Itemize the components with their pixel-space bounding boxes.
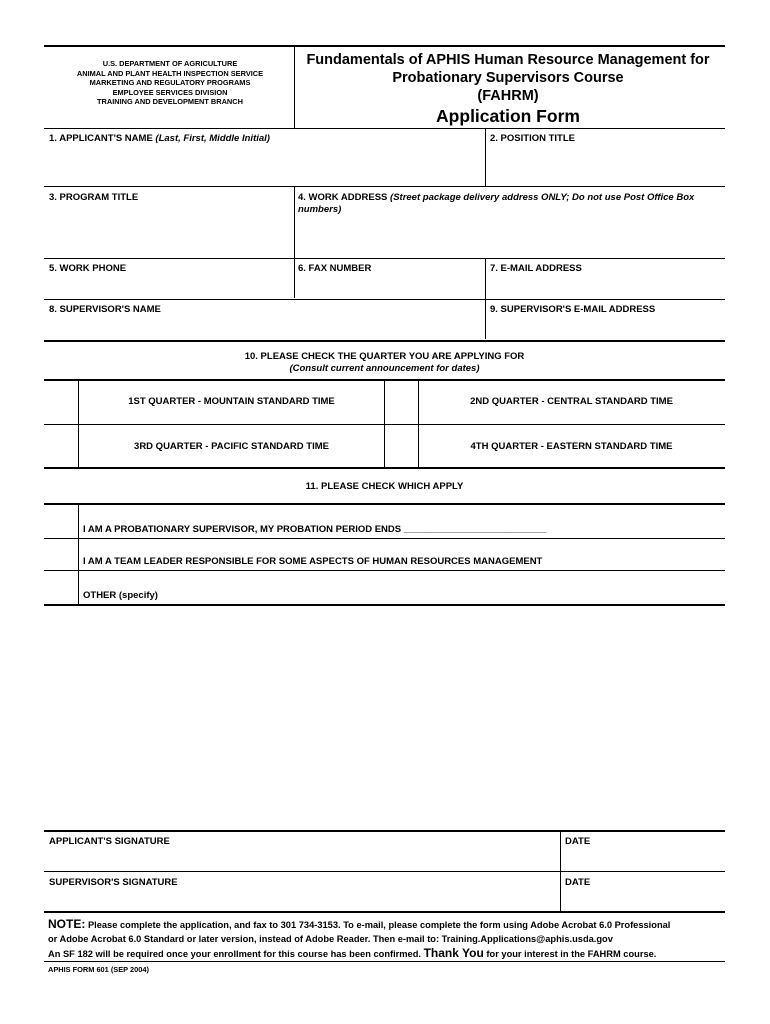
note-label: NOTE:: [48, 917, 86, 931]
agency-line: EMPLOYEE SERVICES DIVISION: [112, 87, 228, 97]
agency-line: TRAINING AND DEVELOPMENT BRANCH: [97, 97, 243, 107]
header-divider: [294, 46, 295, 128]
table-line: [44, 570, 725, 571]
form-number: APHIS FORM 601 (SEP 2004): [48, 965, 149, 974]
other-option-label: OTHER (specify): [83, 590, 158, 601]
agency-line: ANIMAL AND PLANT HEALTH INSPECTION SERVICE: [76, 68, 264, 78]
other-checkbox[interactable]: [45, 572, 77, 603]
supervisor-date-label: DATE: [565, 877, 591, 888]
footer-line: [44, 961, 725, 962]
position-title-field[interactable]: [486, 129, 725, 185]
applicant-date-field[interactable]: [561, 832, 725, 870]
agency-line: MARKETING AND REGULATORY PROGRAMS: [89, 78, 251, 88]
supervisor-signature-label: SUPERVISOR'S SIGNATURE: [49, 877, 178, 888]
section-line: [44, 340, 725, 342]
position-title-label: 2. POSITION TITLE: [490, 133, 575, 144]
applicant-signature-field[interactable]: [45, 832, 559, 870]
applicant-signature-label: APPLICANT'S SIGNATURE: [49, 836, 170, 847]
supervisor-name-field[interactable]: [45, 300, 484, 339]
quarter-heading: 10. PLEASE CHECK THE QUARTER YOU ARE APPLYING FOR (Consult current announcement for dates): [244, 351, 525, 374]
applicant-name-field[interactable]: [45, 129, 484, 185]
probationary-checkbox[interactable]: [45, 506, 77, 537]
applicant-date-label: DATE: [565, 836, 591, 847]
supervisor-date-field[interactable]: [561, 872, 725, 911]
top-border: [44, 45, 725, 47]
table-line: [44, 604, 725, 606]
work-phone-field[interactable]: [45, 259, 293, 298]
team-leader-option-label: I AM A TEAM LEADER RESPONSIBLE FOR SOME ASPECTS OF HUMAN RESOURCES MANAGEMENT: [83, 556, 543, 567]
work-address-label: 4. WORK ADDRESS (Street package delivery address ONLY; Do not use Post Office Box numbers): [298, 192, 695, 215]
quarter-4-label: 4TH QUARTER - EASTERN STANDARD TIME: [470, 441, 673, 452]
quarter-1-label: 1ST QUARTER - MOUNTAIN STANDARD TIME: [128, 396, 335, 407]
work-address-field[interactable]: [295, 187, 725, 257]
quarter-2-checkbox[interactable]: [385, 381, 417, 423]
col-divider: [78, 505, 79, 604]
supervisor-email-field[interactable]: [486, 300, 725, 339]
quarter-4-checkbox[interactable]: [385, 425, 417, 466]
course-title-line: Probationary Supervisors Course: [392, 70, 624, 86]
quarter-3-label: 3RD QUARTER - PACIFIC STANDARD TIME: [134, 441, 329, 452]
note-line-3: An SF 182 will be required once your enrollment for this course has been confirmed. Thank You for your interest in the FAHRM course.: [48, 946, 657, 960]
course-title: [297, 51, 719, 105]
supervisor-name-label: 8. SUPERVISOR'S NAME: [49, 304, 161, 315]
note-line: [44, 911, 725, 913]
agency-block: [50, 59, 290, 107]
table-line: [44, 503, 725, 505]
program-title-label: 3. PROGRAM TITLE: [49, 192, 139, 203]
team-leader-checkbox[interactable]: [45, 540, 77, 569]
supervisor-email-label: 9. SUPERVISOR'S E-MAIL ADDRESS: [490, 304, 656, 315]
note-block: [48, 917, 728, 961]
col-divider: [78, 380, 79, 468]
course-title-line: Fundamentals of APHIS Human Resource Management for: [306, 52, 710, 68]
agency-line: U.S. DEPARTMENT OF AGRICULTURE: [102, 59, 238, 68]
quarter-2-label: 2ND QUARTER - CENTRAL STANDARD TIME: [470, 396, 673, 407]
note-line-1: NOTE: Please complete the application, and fax to 301 734-3153. To e-mail, please complete the form using Adobe Acrobat 6.0 Professional: [48, 917, 671, 931]
quarter-3-checkbox[interactable]: [45, 425, 77, 466]
col-divider: [418, 380, 419, 468]
note-line-2: or Adobe Acrobat 6.0 Standard or later version, instead of Adobe Reader. Then e-mail to: Training.Applications@aphis.usda.gov: [48, 934, 613, 944]
applicant-name-label: 1. APPLICANT'S NAME (Last, First, Middle Initial): [49, 133, 270, 144]
table-line: [44, 538, 725, 539]
fax-number-field[interactable]: [295, 259, 484, 298]
quarter-1-checkbox[interactable]: [45, 381, 77, 423]
email-address-label: 7. E-MAIL ADDRESS: [490, 263, 582, 274]
probationary-option-label: I AM A PROBATIONARY SUPERVISOR, MY PROBATION PERIOD ENDS ___________________________: [83, 524, 547, 535]
work-phone-label: 5. WORK PHONE: [49, 263, 127, 274]
email-address-field[interactable]: [486, 259, 725, 298]
apply-heading: 11. PLEASE CHECK WHICH APPLY: [305, 481, 464, 492]
supervisor-signature-field[interactable]: [45, 872, 559, 911]
fax-number-label: 6. FAX NUMBER: [298, 263, 372, 274]
form-title: Application Form: [436, 106, 580, 126]
program-title-field[interactable]: [45, 187, 293, 257]
course-title-line: (FAHRM): [477, 88, 539, 104]
